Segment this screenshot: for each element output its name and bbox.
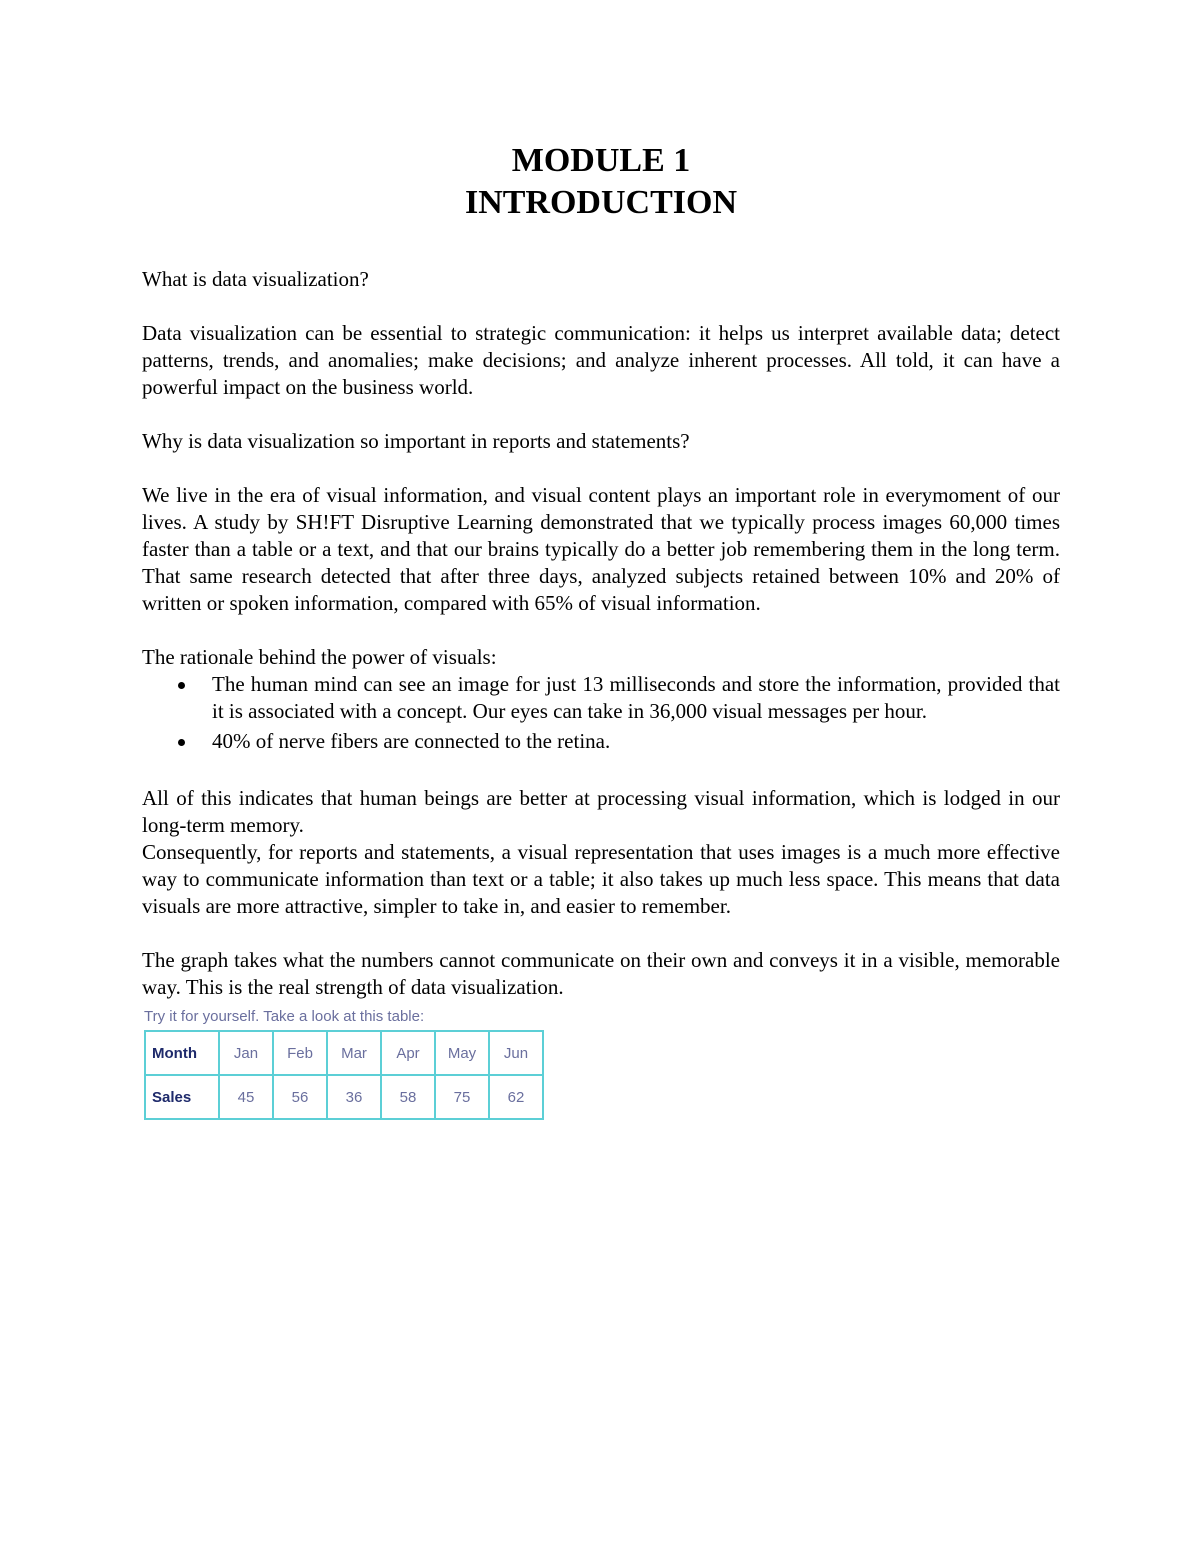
- module-title: MODULE 1: [511, 142, 691, 179]
- paragraph-definition: Data visualization can be essential to strategic communication: it helps us interpret available data; detect patterns, trends, and anomalies; make decisions; and analyze inherent processes. All told, it can have a powerful impact on the business world.: [142, 321, 1060, 399]
- sales-cell: 56: [273, 1075, 327, 1119]
- month-cell: May: [435, 1031, 489, 1075]
- list-item: [212, 728, 1060, 755]
- list-item: [212, 671, 1060, 725]
- question-why-important: Why is data visualization so important in reports and statements?: [142, 429, 690, 453]
- document-page: [142, 140, 1060, 1120]
- sales-cell: 62: [489, 1075, 543, 1119]
- sales-header: Sales: [145, 1075, 219, 1119]
- table-row: [145, 1075, 543, 1119]
- sales-cell: 45: [219, 1075, 273, 1119]
- sales-cell: 58: [381, 1075, 435, 1119]
- list-item-text: The human mind can see an image for just 13 milliseconds and store the information, provided that it is associated with a concept. Our eyes can take in 36,000 visual messages per hour.: [212, 672, 1060, 723]
- paragraph-graph-strength: The graph takes what the numbers cannot communicate on their own and conveys it in a visible, memorable way. This is the real strength of data visualization.: [142, 948, 1060, 999]
- paragraph-consequently: Consequently, for reports and statements, a visual representation that uses images is a much more effective way to communicate information than text or a table; it also takes up much less space. This means that data visuals are more attractive, simpler to take in, and easier to remember.: [142, 840, 1060, 918]
- paragraph-visual-era: We live in the era of visual information, and visual content plays an important role in everymoment of our lives. A study by SH!FT Disruptive Learning demonstrated that we typically process images 60,000 times faster than a table or a text, and that our brains typically do a better job remembering them in the long term. That same research detected that after three days, analyzed subjects retained between 10% and 20% of written or spoken information, compared with 65% of visual information.: [142, 483, 1060, 615]
- paragraph-processing: All of this indicates that human beings are better at processing visual information, which is lodged in our long-term memory.: [142, 786, 1060, 837]
- month-cell: Jun: [489, 1031, 543, 1075]
- title-block: [142, 140, 1060, 224]
- table-caption: Try it for yourself. Take a look at this table:: [144, 1008, 425, 1025]
- question-what-is: What is data visualization?: [142, 267, 369, 291]
- module-subtitle: INTRODUCTION: [464, 184, 738, 221]
- rationale-heading: The rationale behind the power of visuals:: [142, 645, 497, 669]
- sales-cell: 75: [435, 1075, 489, 1119]
- sales-cell: 36: [327, 1075, 381, 1119]
- rationale-list: [142, 671, 1060, 755]
- list-item-text: 40% of nerve fibers are connected to the retina.: [212, 729, 611, 753]
- sales-table: [144, 1030, 544, 1120]
- month-header: Month: [145, 1031, 219, 1075]
- month-cell: Apr: [381, 1031, 435, 1075]
- bullet-icon: [178, 739, 185, 746]
- table-row: [145, 1031, 543, 1075]
- bullet-icon: [178, 682, 185, 689]
- month-cell: Mar: [327, 1031, 381, 1075]
- month-cell: Jan: [219, 1031, 273, 1075]
- month-cell: Feb: [273, 1031, 327, 1075]
